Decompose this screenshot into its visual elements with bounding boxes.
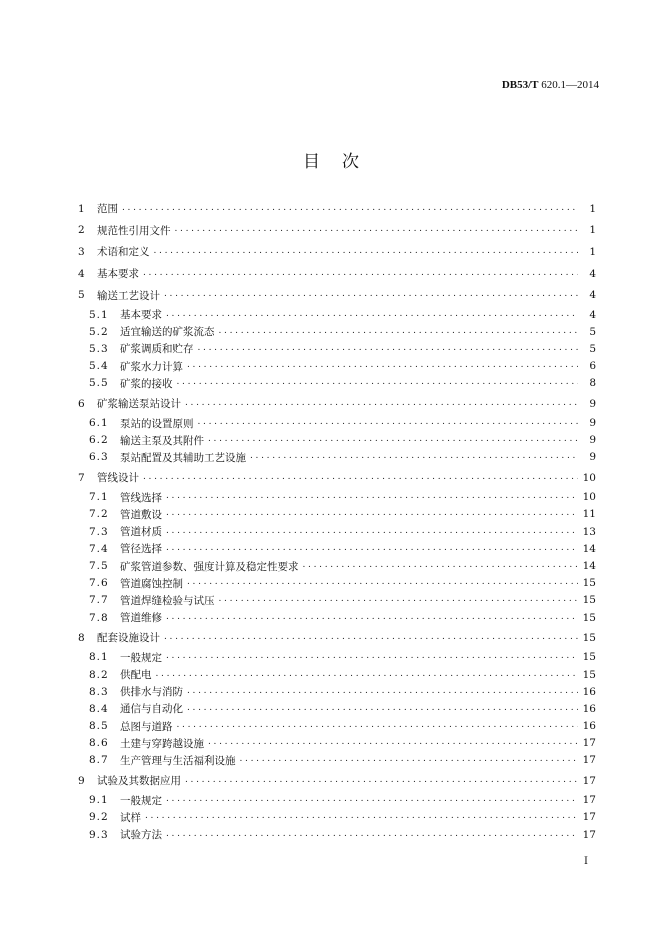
- table-of-contents: [78, 198, 596, 843]
- toc-entry-page: 4: [589, 308, 596, 321]
- toc-entry-label: 矿浆水力计算: [120, 360, 183, 373]
- toc-entry-number: 7.5: [89, 560, 109, 572]
- toc-entry-page: 15: [582, 577, 596, 590]
- toc-leader-dots: [166, 492, 578, 502]
- toc-leader-dots: [187, 578, 578, 588]
- toc-entry[interactable]: [78, 198, 596, 220]
- toc-entry-label: 泵站的设置原则: [120, 417, 194, 430]
- toc-leader-dots: [166, 795, 578, 805]
- toc-entry-number: 5.3: [89, 342, 109, 355]
- toc-entry[interactable]: [78, 393, 596, 415]
- toc-entry-page: 9: [589, 397, 596, 410]
- toc-entry-page: 6: [589, 360, 596, 373]
- toc-entry-number: 5.1: [89, 308, 109, 321]
- toc-entry-number: 6.2: [89, 434, 109, 447]
- toc-entry[interactable]: [78, 666, 596, 683]
- toc-entry[interactable]: [78, 415, 596, 432]
- toc-entry-label: 总图与道路: [120, 720, 173, 733]
- toc-entry-page: 14: [582, 560, 596, 572]
- toc-leader-dots: [185, 776, 578, 786]
- toc-entry-page: 1: [589, 202, 596, 215]
- toc-leader-dots: [177, 378, 579, 388]
- toc-entry-number: 9.2: [89, 811, 109, 824]
- toc-leader-dots: [303, 561, 579, 571]
- toc-leader-dots: [166, 613, 578, 623]
- toc-entry-label: 输送工艺设计: [97, 289, 160, 302]
- toc-entry-page: 17: [582, 737, 596, 750]
- toc-entry-number: 5: [78, 289, 85, 302]
- toc-entry-label: 规范性引用文件: [97, 224, 171, 237]
- toc-entry-number: 7.3: [89, 525, 109, 538]
- toc-leader-dots: [219, 327, 579, 337]
- toc-leader-dots: [198, 344, 579, 354]
- toc-entry[interactable]: [78, 752, 596, 769]
- toc-leader-dots: [166, 652, 578, 662]
- toc-entry-number: 7.2: [89, 508, 109, 521]
- toc-entry-number: 8.4: [89, 702, 109, 715]
- toc-entry-label: 试样: [120, 811, 141, 824]
- toc-leader-dots: [143, 473, 578, 483]
- toc-entry-page: 16: [582, 685, 596, 698]
- toc-entry-page: 17: [582, 754, 596, 767]
- toc-entry-label: 土建与穿跨越设施: [120, 737, 204, 750]
- toc-entry-number: 9.1: [89, 794, 109, 807]
- toc-entry-label: 一般规定: [120, 651, 162, 664]
- toc-leader-dots: [164, 290, 578, 300]
- toc-entry[interactable]: [78, 432, 596, 449]
- toc-entry[interactable]: [78, 489, 596, 506]
- toc-entry-number: 7.1: [89, 491, 109, 504]
- toc-leader-dots: [164, 633, 578, 643]
- toc-entry-number: 4: [78, 267, 85, 280]
- toc-leader-dots: [185, 399, 578, 409]
- toc-entry-number: 2: [78, 224, 85, 237]
- toc-entry[interactable]: [78, 449, 596, 466]
- toc-entry-number: 9.3: [89, 828, 109, 841]
- toc-entry-page: 15: [582, 594, 596, 607]
- toc-entry[interactable]: [78, 627, 596, 649]
- toc-entry-label: 矿浆输送泵站设计: [97, 398, 181, 411]
- toc-entry-page: 16: [582, 702, 596, 715]
- toc-entry[interactable]: [78, 241, 596, 263]
- toc-entry[interactable]: [78, 770, 596, 792]
- toc-entry[interactable]: [78, 540, 596, 557]
- toc-entry-label: 矿浆调质和贮存: [120, 343, 194, 356]
- toc-entry-page: 10: [582, 491, 596, 504]
- toc-entry-page: 1: [589, 245, 596, 258]
- toc-leader-dots: [177, 721, 579, 731]
- toc-entry[interactable]: [78, 263, 596, 285]
- toc-entry-page: 4: [589, 267, 596, 280]
- toc-entry-page: 17: [582, 828, 596, 841]
- toc-leader-dots: [175, 225, 579, 235]
- toc-entry-number: 9: [78, 774, 85, 787]
- toc-entry-number: 8.6: [89, 737, 109, 750]
- toc-leader-dots: [166, 527, 578, 537]
- toc-leader-dots: [187, 687, 578, 697]
- toc-entry[interactable]: [78, 826, 596, 843]
- toc-entry[interactable]: [78, 340, 596, 357]
- toc-entry-page: 16: [582, 720, 596, 733]
- toc-entry[interactable]: [78, 718, 596, 735]
- toc-entry[interactable]: [78, 609, 596, 626]
- toc-entry-page: 14: [582, 542, 596, 555]
- toc-leader-dots: [143, 269, 578, 279]
- toc-entry-label: 管道维修: [120, 612, 162, 625]
- toc-leader-dots: [240, 755, 579, 765]
- toc-entry[interactable]: [78, 557, 596, 574]
- toc-entry-label: 供配电: [120, 669, 152, 682]
- toc-entry-page: 13: [582, 525, 596, 538]
- toc-leader-dots: [208, 738, 578, 748]
- toc-entry-number: 8.5: [89, 720, 109, 733]
- toc-entry-number: 3: [78, 245, 85, 258]
- toc-entry[interactable]: [78, 792, 596, 809]
- toc-entry-label: 试验及其数据应用: [97, 775, 181, 788]
- toc-entry[interactable]: [78, 592, 596, 609]
- toc-entry-label: 管道材质: [120, 526, 162, 539]
- toc-entry-number: 7.8: [89, 611, 109, 624]
- toc-entry-label: 生产管理与生活福利设施: [120, 754, 236, 767]
- toc-entry-number: 5.5: [89, 377, 109, 390]
- toc-entry-page: 4: [589, 289, 596, 302]
- toc-entry-label: 基本要求: [120, 309, 162, 322]
- standard-code-number: 620.1—2014: [538, 79, 599, 91]
- page-title: 目次: [303, 152, 381, 172]
- toc-entry-label: 基本要求: [97, 268, 139, 281]
- toc-entry-number: 8.1: [89, 651, 109, 664]
- toc-entry[interactable]: [78, 358, 596, 375]
- toc-entry[interactable]: [78, 700, 596, 717]
- toc-entry-label: 管道腐蚀控制: [120, 577, 183, 590]
- toc-entry-number: 6: [78, 397, 85, 410]
- toc-entry-page: 9: [589, 434, 596, 447]
- toc-entry-page: 9: [589, 451, 596, 464]
- toc-entry-page: 15: [582, 631, 596, 644]
- toc-entry-label: 管径选择: [120, 543, 162, 556]
- toc-leader-dots: [145, 812, 578, 822]
- toc-entry-label: 泵站配置及其辅助工艺设施: [120, 451, 246, 464]
- toc-entry-number: 7.7: [89, 594, 109, 607]
- toc-entry-page: 15: [582, 668, 596, 681]
- toc-entry-page: 1: [589, 224, 596, 237]
- toc-entry-page: 10: [582, 471, 596, 484]
- toc-leader-dots: [166, 509, 578, 519]
- toc-leader-dots: [187, 704, 578, 714]
- toc-entry[interactable]: [78, 467, 596, 489]
- toc-entry-number: 8.7: [89, 754, 109, 767]
- toc-entry-label: 术语和定义: [97, 246, 150, 259]
- toc-entry-page: 15: [582, 611, 596, 624]
- toc-entry[interactable]: [78, 809, 596, 826]
- toc-entry-label: 范围: [97, 203, 118, 216]
- toc-entry[interactable]: [78, 306, 596, 323]
- toc-entry-number: 7.6: [89, 577, 109, 590]
- toc-leader-dots: [166, 830, 578, 840]
- toc-leader-dots: [166, 544, 578, 554]
- toc-entry[interactable]: [78, 506, 596, 523]
- toc-entry-label: 适宜输送的矿浆流态: [120, 326, 215, 339]
- toc-entry-label: 通信与自动化: [120, 703, 183, 716]
- toc-entry-page: 9: [589, 417, 596, 430]
- toc-leader-dots: [154, 247, 579, 257]
- toc-entry[interactable]: [78, 683, 596, 700]
- standard-code: [502, 79, 599, 91]
- toc-leader-dots: [219, 595, 579, 605]
- toc-leader-dots: [198, 418, 579, 428]
- toc-entry-number: 6.1: [89, 417, 109, 430]
- toc-entry-number: 7: [78, 471, 85, 484]
- toc-entry[interactable]: [78, 284, 596, 306]
- toc-entry[interactable]: [78, 220, 596, 242]
- toc-entry[interactable]: [78, 575, 596, 592]
- toc-entry-label: 配套设施设计: [97, 632, 160, 645]
- toc-entry-number: 6.3: [89, 451, 109, 464]
- toc-entry-label: 矿浆管道参数、强度计算及稳定性要求: [120, 560, 299, 573]
- toc-entry-page: 17: [582, 794, 596, 807]
- toc-entry[interactable]: [78, 375, 596, 392]
- toc-entry[interactable]: [78, 523, 596, 540]
- toc-entry-label: 管道焊缝检验与试压: [120, 594, 215, 607]
- toc-entry-label: 管道敷设: [120, 508, 162, 521]
- toc-entry-page: 15: [582, 651, 596, 664]
- toc-entry-number: 8.2: [89, 668, 109, 681]
- toc-entry-number: 5.2: [89, 325, 109, 338]
- toc-entry-label: 管线设计: [97, 472, 139, 485]
- toc-entry-label: 供排水与消防: [120, 686, 183, 699]
- toc-leader-dots: [250, 452, 578, 462]
- toc-entry-page: 11: [582, 508, 596, 521]
- toc-entry-number: 7.4: [89, 542, 109, 555]
- toc-entry-label: 输送主泵及其附件: [120, 434, 204, 447]
- toc-entry-number: 5.4: [89, 360, 109, 373]
- toc-entry[interactable]: [78, 649, 596, 666]
- page-number: I: [584, 856, 588, 867]
- toc-entry-page: 17: [582, 774, 596, 787]
- toc-leader-dots: [208, 435, 578, 445]
- toc-entry-page: 17: [582, 811, 596, 824]
- toc-entry-label: 试验方法: [120, 829, 162, 842]
- toc-entry-page: 5: [589, 342, 596, 355]
- toc-entry-number: 8.3: [89, 685, 109, 698]
- toc-entry-label: 管线选择: [120, 491, 162, 504]
- toc-entry-number: 8: [78, 631, 85, 644]
- toc-leader-dots: [156, 670, 579, 680]
- toc-entry[interactable]: [78, 323, 596, 340]
- toc-entry-page: 8: [589, 377, 596, 390]
- toc-entry-label: 矿浆的接收: [120, 377, 173, 390]
- toc-leader-dots: [187, 361, 578, 371]
- toc-entry-page: 5: [589, 325, 596, 338]
- toc-entry-number: 1: [78, 202, 85, 215]
- toc-entry-label: 一般规定: [120, 794, 162, 807]
- toc-leader-dots: [122, 204, 578, 214]
- standard-code-prefix: DB53/T: [501, 79, 539, 91]
- toc-leader-dots: [166, 310, 578, 320]
- toc-entry[interactable]: [78, 735, 596, 752]
